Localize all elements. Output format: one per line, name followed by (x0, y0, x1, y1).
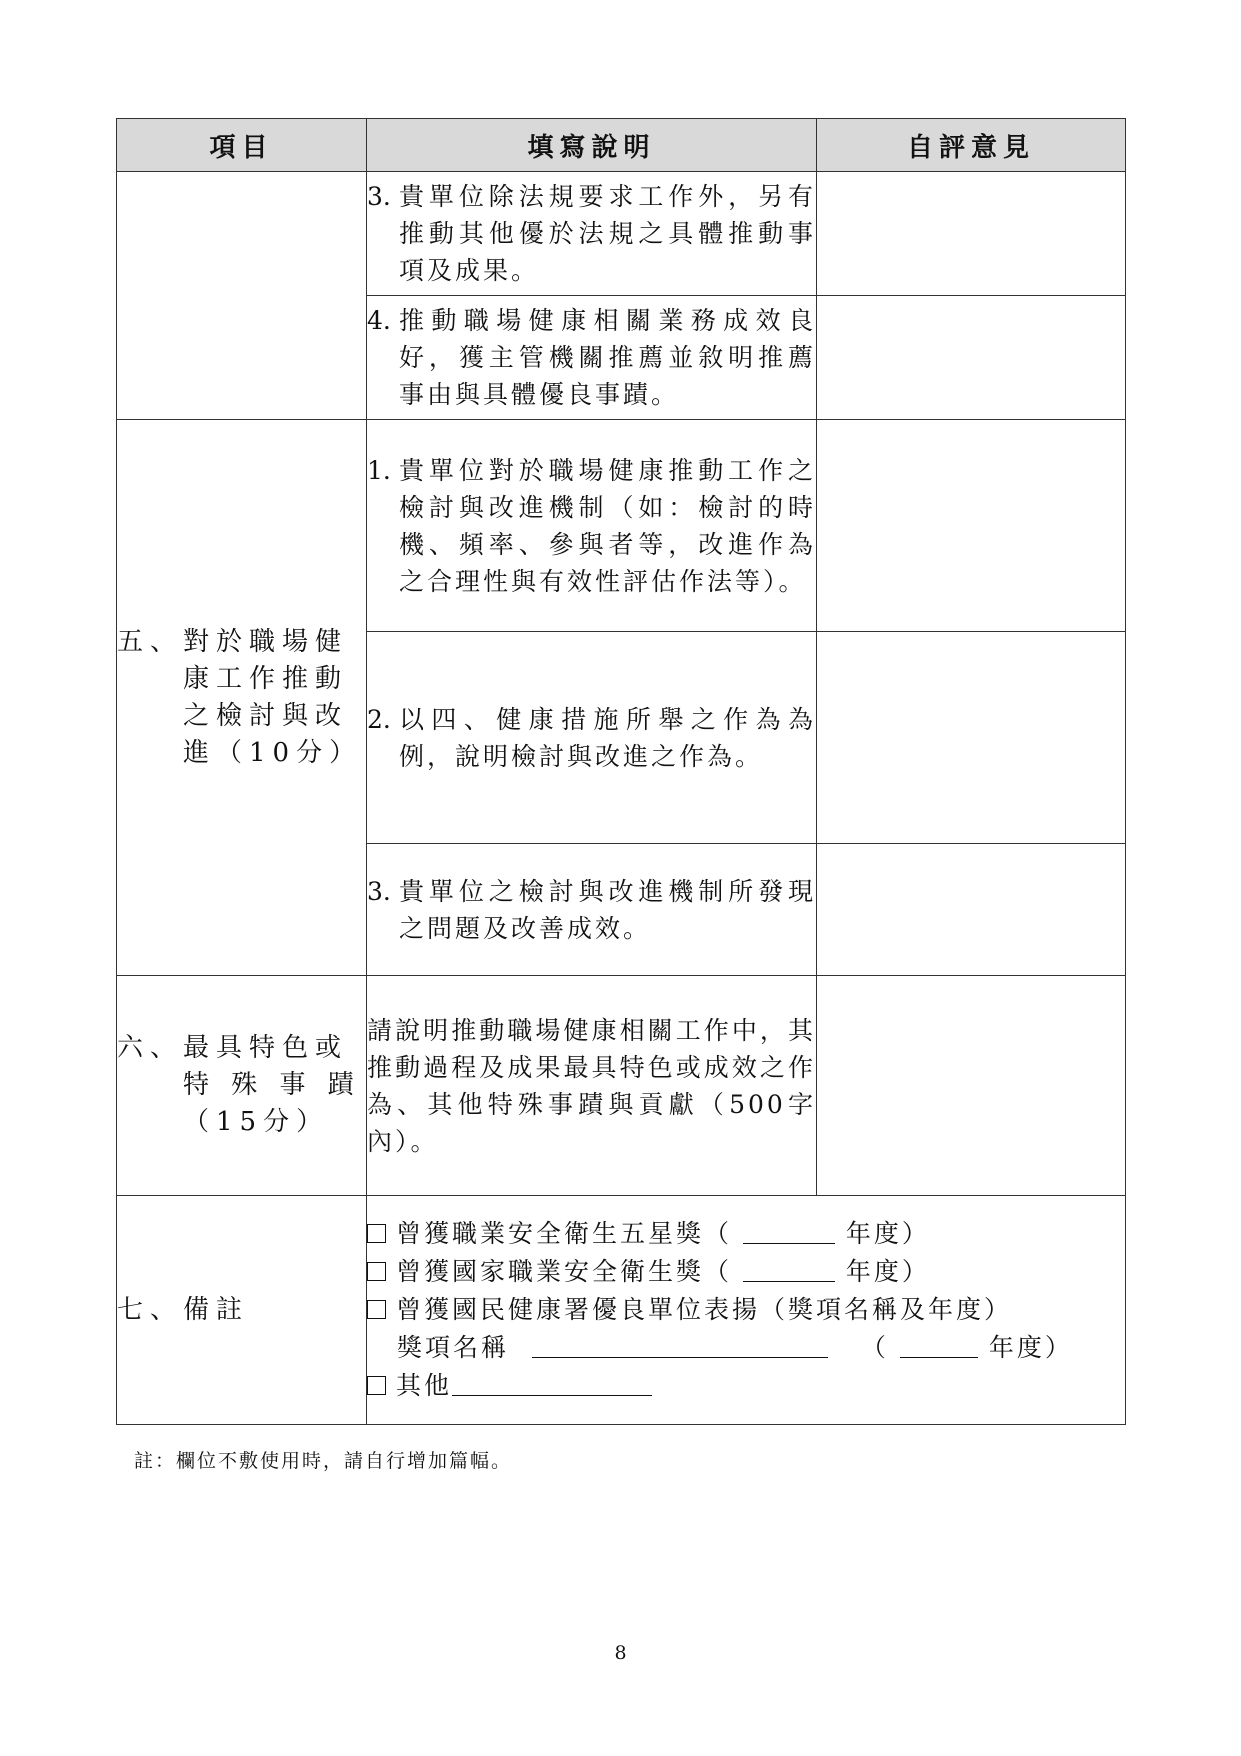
header-item: 項目 (117, 119, 367, 172)
item-number: 3. (367, 876, 391, 906)
remark-national-label: 曾獲國家職業安全衛生獎（ (396, 1257, 733, 1286)
open-paren: （ (860, 1333, 889, 1362)
year-suffix: 年度） (845, 1219, 930, 1248)
year-blank[interactable] (900, 1333, 978, 1358)
other-blank[interactable] (452, 1371, 652, 1396)
section7-category-cell (117, 1196, 367, 1425)
item-text: 貴單位除法規要求工作外，另有推動其他優於法規之具體推動事項及成果。 (399, 182, 816, 285)
remark-award-name (367, 1329, 1125, 1367)
self-assessment-field[interactable] (817, 172, 1126, 296)
award-name-blank[interactable] (532, 1333, 828, 1358)
section6-title-line3: （15分） (183, 1107, 330, 1137)
table-row (117, 172, 1126, 296)
section5-title: 對於職場健康工作推動之檢討與改進（10分） (183, 626, 363, 768)
remarks-cell (367, 1196, 1126, 1425)
page-number: 8 (614, 1642, 627, 1664)
year-blank[interactable] (743, 1257, 835, 1282)
year-suffix: 年度） (845, 1257, 930, 1286)
section7-title: 備註 (183, 1294, 250, 1325)
table-row (117, 976, 1126, 1196)
item-text: 貴單位之檢討與改進機制所發現之問題及改善成效。 (399, 876, 816, 943)
checkbox[interactable] (367, 1262, 386, 1281)
self-assessment-field[interactable] (817, 976, 1126, 1196)
item-text: 推動職場健康相關業務成效良好，獲主管機關推薦並敘明推薦事由與具體優良事蹟。 (399, 306, 816, 409)
item-text: 以四、健康措施所舉之作為為例，說明檢討與改進之作為。 (399, 704, 816, 771)
item-text: 貴單位對於職場健康推動工作之檢討與改進機制（如：檢討的時機、頻率、參與者等，改進作為之合理性與有效性評估作法等）。 (399, 455, 816, 596)
header-self-assessment: 自評意見 (817, 119, 1126, 172)
table-row (117, 420, 1126, 632)
self-assessment-field[interactable] (817, 296, 1126, 420)
remark-national (367, 1253, 1125, 1291)
self-assessment-field[interactable] (817, 420, 1126, 632)
continued-category-cell (117, 172, 367, 420)
section6-title-line1: 最具特色或 (183, 1033, 349, 1063)
item-number: 3. (367, 182, 391, 211)
table-header-row (117, 119, 1126, 172)
self-assessment-field[interactable] (817, 844, 1126, 976)
instruction-cell (367, 632, 817, 844)
footnote: 註：欄位不敷使用時，請自行增加篇幅。 (134, 1450, 513, 1472)
item-number: 2. (367, 704, 391, 734)
section7-number: 七、 (117, 1294, 184, 1325)
section6-category-cell (117, 976, 367, 1196)
checkbox[interactable] (367, 1224, 386, 1243)
year-suffix: 年度） (988, 1333, 1073, 1362)
section6-number: 六、 (117, 1033, 184, 1063)
award-name-label: 獎項名稱 (397, 1333, 510, 1362)
checkbox[interactable] (367, 1300, 386, 1319)
section5-category-cell (117, 420, 367, 976)
section6-title (183, 1030, 366, 1141)
remark-other (367, 1367, 1125, 1405)
section5-number: 五、 (117, 626, 184, 657)
remark-hpa-label: 曾獲國民健康署優良單位表揚（獎項名稱及年度） (396, 1295, 1013, 1324)
year-blank[interactable] (743, 1219, 835, 1244)
instruction-cell (367, 420, 817, 632)
table-row (117, 1196, 1126, 1425)
self-assessment-field[interactable] (817, 632, 1126, 844)
item-number: 1. (367, 455, 391, 485)
instruction-cell (367, 172, 817, 296)
instruction-cell (367, 296, 817, 420)
remark-hpa (367, 1291, 1125, 1329)
header-instructions: 填寫說明 (367, 119, 817, 172)
instruction-cell (367, 844, 817, 976)
remark-five-star (367, 1215, 1125, 1253)
remark-five-star-label: 曾獲職業安全衛生五星獎（ (396, 1219, 733, 1248)
remark-other-label: 其他 (396, 1371, 453, 1400)
evaluation-form-table (116, 118, 1126, 1425)
section6-title-line2: 特 殊 事 蹟 (183, 1070, 361, 1100)
checkbox[interactable] (367, 1376, 386, 1395)
section6-description: 請說明推動職場健康相關工作中，其推動過程及成果最具特色或成效之作為、其他特殊事蹟與貢獻（500字內）。 (367, 976, 817, 1196)
item-number: 4. (367, 306, 391, 335)
